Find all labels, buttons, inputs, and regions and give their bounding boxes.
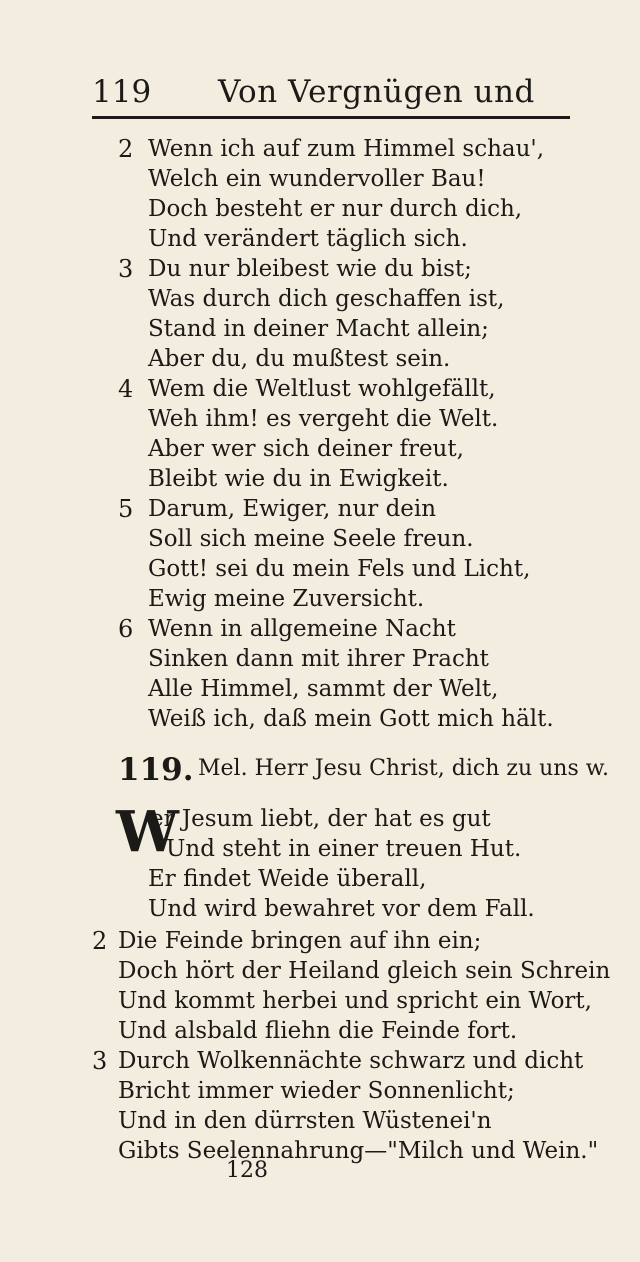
stanza-number: 2 — [92, 927, 108, 955]
verse-line: Wenn ich auf zum Himmel schau', — [148, 136, 545, 162]
hymn-stanza-3 — [92, 1046, 612, 1166]
verse-line: Weh ihm! es vergeht die Welt. — [148, 406, 499, 432]
verse-line: Gott! sei du mein Fels und Licht, — [148, 556, 531, 582]
verse-line: Und steht in einer treuen Hut. — [166, 836, 522, 862]
verse-line: Durch Wolkennächte schwarz und dicht — [118, 1048, 584, 1074]
verse-line: Du nur bleibest wie du bist; — [148, 256, 472, 282]
verse-line: Ewig meine Zuversicht. — [148, 586, 425, 612]
verse-line: Und alsbald fliehn die Feinde fort. — [118, 1018, 518, 1044]
drop-cap: W — [116, 799, 179, 865]
hymn-number: 119. — [118, 752, 194, 788]
stanza-number: 6 — [118, 615, 134, 643]
stanza-number: 3 — [92, 1047, 108, 1075]
page-header — [92, 70, 570, 114]
stanza-2 — [92, 134, 612, 254]
verse-line: Und in den dürrsten Wüstenei'n — [118, 1108, 492, 1134]
verse-line: Weiß ich, daß mein Gott mich hält. — [148, 706, 554, 732]
verse-line: Darum, Ewiger, nur dein — [148, 496, 437, 522]
verse-line: Sinken dann mit ihrer Pracht — [148, 646, 489, 672]
running-title: Von Vergnügen und — [218, 74, 535, 110]
verse-line: Bricht immer wieder Sonnenlicht; — [118, 1078, 515, 1104]
verse-line: Stand in deiner Macht allein; — [148, 316, 489, 342]
stanza-6 — [92, 614, 612, 734]
verse-line: Er findet Weide überall, — [148, 866, 427, 892]
verse-line: Aber du, du mußtest sein. — [148, 346, 451, 372]
stanza-4 — [92, 374, 612, 494]
verse-line: Und kommt herbei und spricht ein Wort, — [118, 988, 592, 1014]
verse-line: Die Feinde bringen auf ihn ein; — [118, 928, 482, 954]
page-number: 119 — [92, 74, 152, 110]
verse-line: Und verändert täglich sich. — [148, 226, 468, 252]
stanza-3 — [92, 254, 612, 374]
melody-line: Mel. Herr Jesu Christ, dich zu uns w. — [198, 756, 609, 781]
stanza-number: 4 — [118, 375, 134, 403]
verse-line: Bleibt wie du in Ewigkeit. — [148, 466, 449, 492]
verse-line: Gibts Seelennahrung—"Milch und Wein." — [118, 1138, 599, 1164]
verse-line: Wenn in allgemeine Nacht — [148, 616, 456, 642]
verse-line: Und wird bewahret vor dem Fall. — [148, 896, 535, 922]
verse-line: Aber wer sich deiner freut, — [148, 436, 464, 462]
verse-line: Soll sich meine Seele freun. — [148, 526, 474, 552]
folio-number: 128 — [226, 1158, 268, 1183]
stanza-number: 2 — [118, 135, 134, 163]
verse-line: Wem die Weltlust wohlgefällt, — [148, 376, 496, 402]
verse-line: Doch hört der Heiland gleich sein Schrein — [118, 958, 611, 984]
verse-line: Was durch dich geschaffen ist, — [148, 286, 505, 312]
stanza-number: 5 — [118, 495, 134, 523]
verse-line: Alle Himmel, sammt der Welt, — [148, 676, 499, 702]
hymn-stanza-2 — [92, 926, 612, 1046]
verse-line: Doch besteht er nur durch dich, — [148, 196, 523, 222]
stanza-5 — [92, 494, 612, 614]
stanza-number: 3 — [118, 255, 134, 283]
verse-line: er Jesum liebt, der hat es gut — [150, 806, 491, 832]
hymn-heading — [118, 752, 608, 786]
header-rule — [92, 116, 570, 119]
verse-line: Welch ein wundervoller Bau! — [148, 166, 486, 192]
hymn-stanza-1 — [92, 799, 612, 924]
